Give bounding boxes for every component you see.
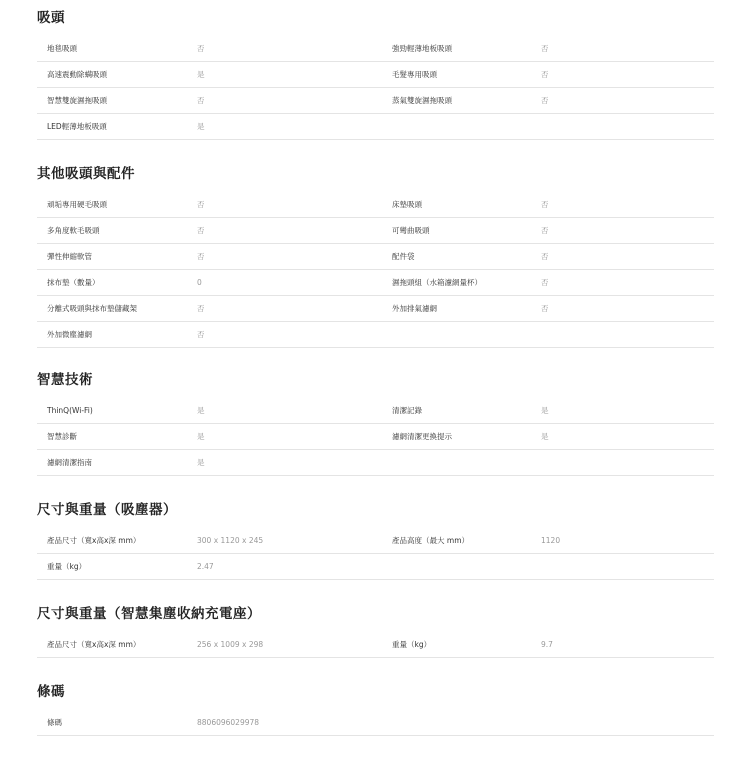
spec-row: [37, 424, 714, 450]
spec-table: [37, 710, 714, 736]
spec-value: 否: [541, 96, 549, 105]
spec-label: 蒸氣雙旋濕拖吸頭: [392, 96, 452, 105]
spec-value: 0: [197, 278, 202, 287]
section-title: 條碼: [37, 684, 65, 700]
spec-label: 配件袋: [392, 252, 415, 261]
section-heads: [37, 0, 714, 140]
spec-row: [37, 88, 714, 114]
spec-value: 否: [541, 278, 549, 287]
section-title: 吸頭: [37, 10, 65, 26]
spec-label: ThinQ(Wi-Fi): [47, 406, 93, 415]
spec-row: [37, 270, 714, 296]
spec-row: [37, 632, 714, 658]
spec-label: 彈性伸縮軟管: [47, 252, 92, 261]
spec-label: 高速震動除螨吸頭: [47, 70, 107, 79]
spec-row: [37, 296, 714, 322]
spec-table: [37, 192, 714, 348]
spec-value: 8806096029978: [197, 718, 260, 727]
spec-label: 外加排氣濾網: [392, 304, 437, 313]
spec-row: [37, 192, 714, 218]
spec-row: [37, 244, 714, 270]
spec-table: [37, 528, 714, 580]
spec-label: LED輕薄地板吸頭: [47, 122, 107, 131]
section-smart-tech: [37, 362, 714, 476]
spec-row: [37, 218, 714, 244]
spec-value: 是: [541, 406, 549, 415]
spec-label: 可彎曲吸頭: [392, 226, 430, 235]
spec-label: 分離式吸頭與抹布墊儲藏架: [47, 304, 137, 313]
spec-value: 否: [541, 200, 549, 209]
spec-value: 是: [197, 70, 205, 79]
section-vacuum-dimensions: [37, 492, 714, 580]
spec-label: 頑垢專用硬毛吸頭: [47, 200, 107, 209]
spec-label: 產品高度（最大 mm）: [392, 536, 469, 545]
spec-label: 產品尺寸（寬x高x深 mm）: [47, 640, 141, 649]
spec-row: [37, 528, 714, 554]
spec-label: 毛髮專用吸頭: [392, 70, 437, 79]
spec-value: 300 x 1120 x 245: [197, 536, 264, 545]
spec-value: 否: [197, 96, 205, 105]
spec-value: 否: [541, 226, 549, 235]
spec-row: [37, 36, 714, 62]
spec-value: 否: [541, 44, 549, 53]
spec-value: 2.47: [197, 562, 214, 571]
section-barcode: [37, 674, 714, 736]
spec-value: 1120: [541, 536, 561, 545]
spec-table: [37, 398, 714, 476]
spec-value: 否: [197, 330, 205, 339]
spec-label: 智慧診斷: [47, 432, 77, 441]
spec-table: [37, 632, 714, 658]
section-title: 尺寸與重量（吸塵器）: [37, 502, 177, 518]
spec-row: [37, 114, 714, 140]
spec-row: [37, 62, 714, 88]
section-title: 尺寸與重量（智慧集塵收納充電座）: [37, 606, 261, 622]
spec-value: 否: [197, 226, 205, 235]
spec-label: 地毯吸頭: [47, 44, 77, 53]
spec-value: 9.7: [541, 640, 553, 649]
spec-value: 是: [197, 406, 205, 415]
spec-label: 重量（kg）: [392, 640, 432, 649]
spec-value: 否: [197, 304, 205, 313]
section-station-dimensions: [37, 596, 714, 658]
spec-value: 256 x 1009 x 298: [197, 640, 264, 649]
section-title: 智慧技術: [37, 372, 93, 388]
spec-label: 濾網清潔指南: [47, 458, 92, 467]
spec-label: 抹布墊（數量）: [47, 278, 100, 287]
spec-value: 是: [197, 432, 205, 441]
spec-value: 否: [541, 70, 549, 79]
spec-label: 重量（kg）: [47, 562, 87, 571]
spec-row: [37, 554, 714, 580]
spec-row: [37, 398, 714, 424]
spec-table: [37, 36, 714, 140]
section-title: 其他吸頭與配件: [37, 166, 135, 182]
spec-value: 否: [541, 252, 549, 261]
spec-label: 床墊吸頭: [392, 200, 422, 209]
spec-row: [37, 710, 714, 736]
spec-value: 否: [541, 304, 549, 313]
spec-value: 是: [197, 122, 205, 131]
spec-value: 是: [197, 458, 205, 467]
spec-label: 多角度軟毛吸頭: [47, 226, 100, 235]
spec-label: 濾網清潔更換提示: [392, 432, 452, 441]
spec-value: 是: [541, 432, 549, 441]
spec-label: 外加微塵濾網: [47, 330, 92, 339]
spec-label: 強勁輕薄地板吸頭: [392, 44, 452, 53]
spec-row: [37, 450, 714, 476]
spec-label: 產品尺寸（寬x高x深 mm）: [47, 536, 141, 545]
spec-value: 否: [197, 44, 205, 53]
spec-label: 清潔記錄: [392, 406, 422, 415]
spec-value: 否: [197, 252, 205, 261]
section-accessories: [37, 156, 714, 348]
spec-row: [37, 322, 714, 348]
spec-label: 濕拖頭組（水箱濾網量杯）: [392, 278, 482, 287]
spec-value: 否: [197, 200, 205, 209]
spec-label: 條碼: [47, 718, 62, 727]
spec-label: 智慧雙旋濕拖吸頭: [47, 96, 107, 105]
